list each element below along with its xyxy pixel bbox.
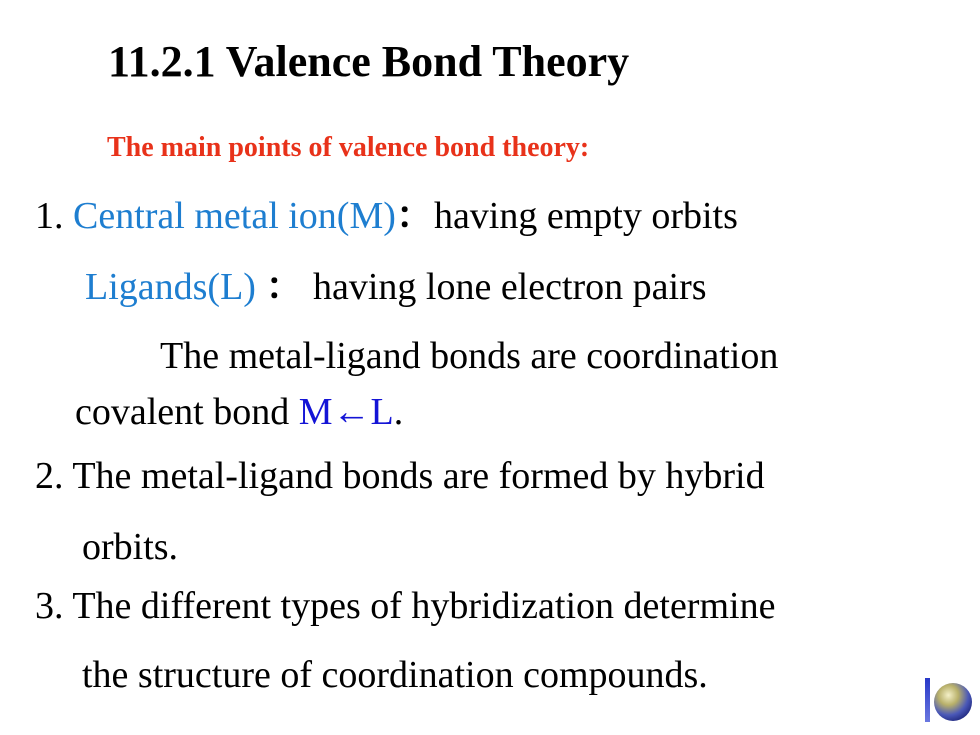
point-2-line-2: orbits.	[82, 526, 179, 568]
point-1-number: 1.	[35, 195, 64, 237]
slide-title: 11.2.1 Valence Bond Theory	[108, 37, 630, 86]
point-1-bond-prefix: covalent bond	[75, 391, 299, 433]
point-1-description: having empty orbits	[433, 195, 738, 237]
point-1-ligands-description: having lone electron pairs	[312, 266, 707, 308]
sphere-logo-icon	[924, 674, 974, 726]
point-2-text: The metal-ligand bonds are formed by hybrid	[72, 455, 765, 497]
point-3-line-2: the structure of coordination compounds.	[82, 654, 708, 696]
point-2-line-1	[35, 457, 765, 495]
point-1-term-ligands: Ligands(L)	[85, 266, 256, 308]
coordination-bond-notation: M←L	[298, 391, 394, 433]
point-1-line-1	[35, 197, 738, 235]
point-3-text: The different types of hybridization determine	[72, 585, 776, 627]
point-1-line-3: The metal-ligand bonds are coordination	[160, 335, 779, 377]
point-3-line-1	[35, 587, 775, 625]
point-1-term-central-metal: Central metal ion(M)	[73, 195, 396, 237]
slide-subtitle: The main points of valence bond theory:	[107, 132, 590, 163]
point-1-line-2	[85, 268, 707, 306]
point-1-bond-suffix: .	[393, 391, 404, 433]
point-2-number: 2.	[35, 455, 64, 497]
point-1-separator-2: ：	[255, 266, 304, 308]
point-1-separator: ：	[395, 195, 434, 237]
point-1-line-4	[75, 393, 403, 431]
point-3-number: 3.	[35, 585, 64, 627]
